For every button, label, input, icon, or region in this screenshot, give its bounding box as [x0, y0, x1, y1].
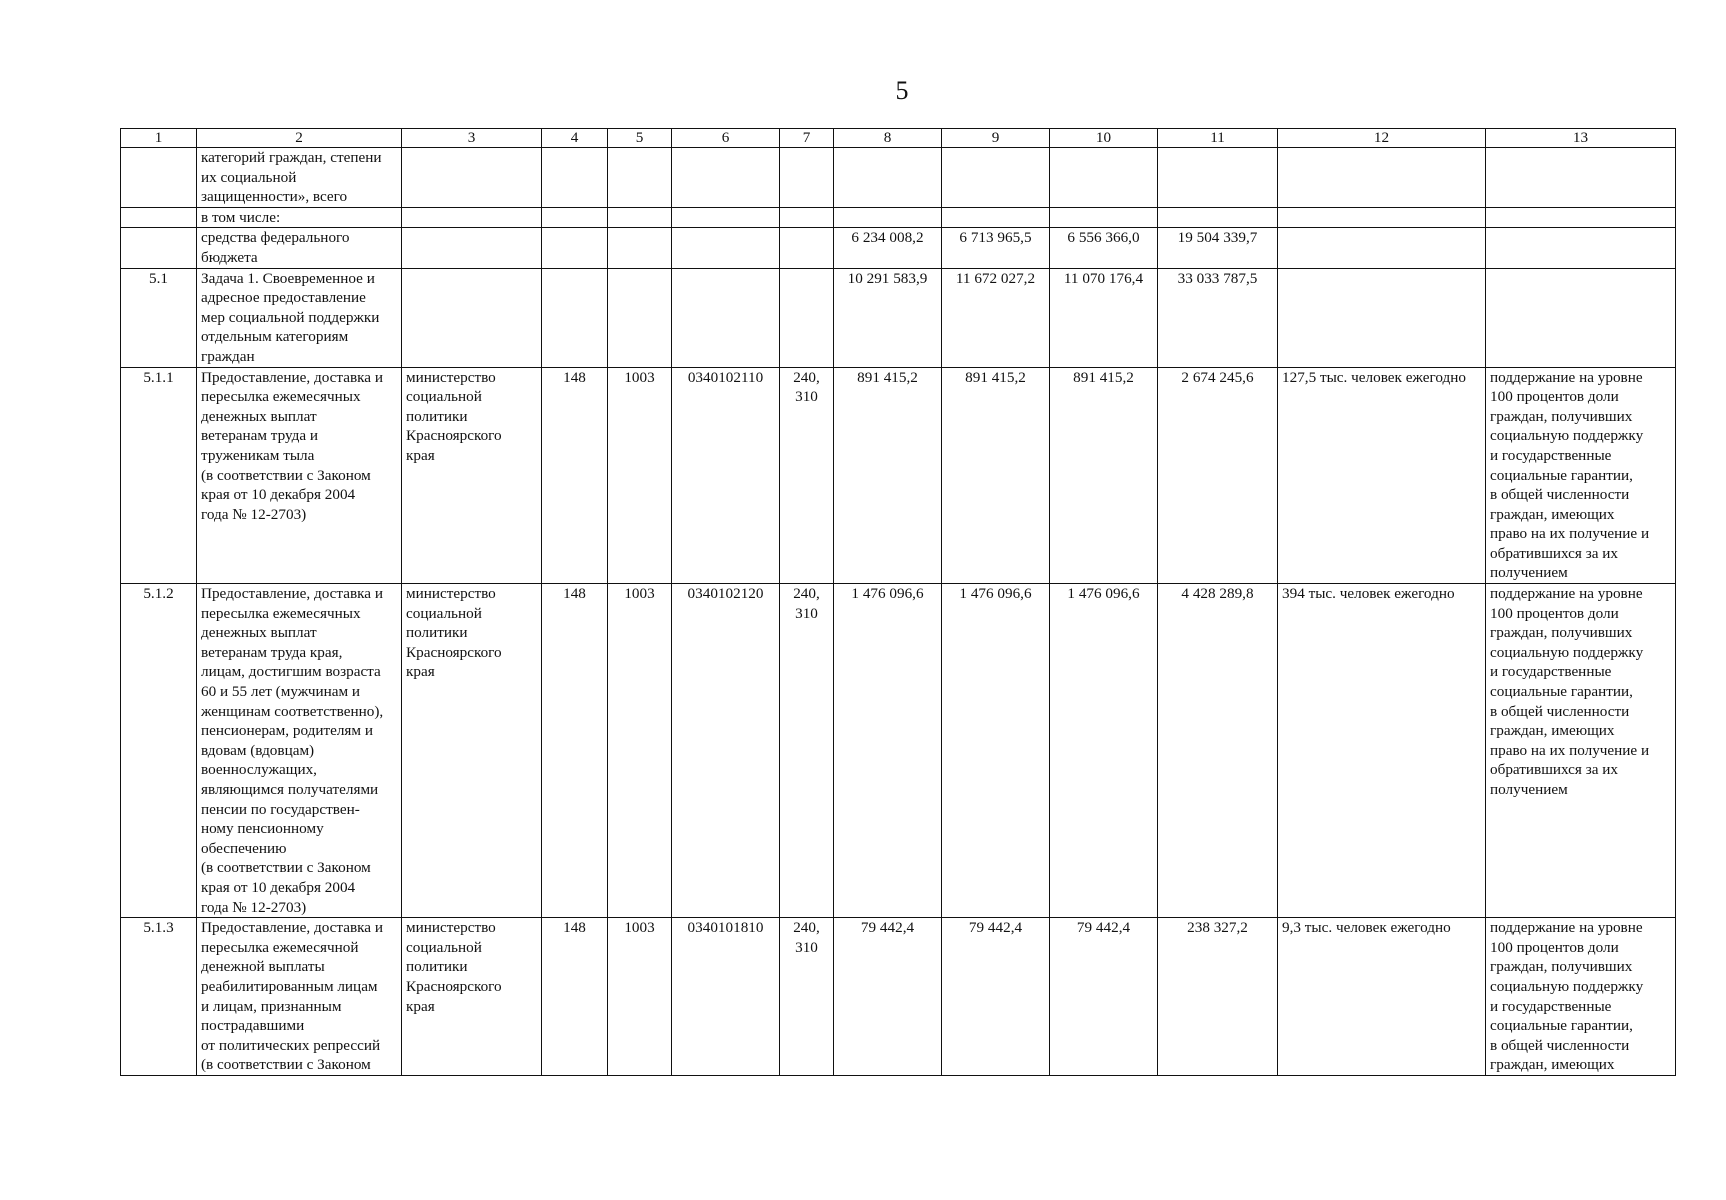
- amount-year3-cell: 11 070 176,4: [1050, 268, 1158, 367]
- amount-year1-cell: 79 442,4: [834, 918, 942, 1076]
- amount-year1-cell: 10 291 583,9: [834, 268, 942, 367]
- amount-year2-cell: 11 672 027,2: [942, 268, 1050, 367]
- amount-year1-cell: 6 234 008,2: [834, 228, 942, 268]
- column-number: 13: [1486, 129, 1676, 148]
- item-name-cell: категорий граждан, степени их социальной защищенности», всего: [197, 148, 402, 208]
- amount-year2-cell: [942, 207, 1050, 228]
- section-code-cell: [608, 207, 672, 228]
- expense-type-code-cell: [780, 148, 834, 208]
- column-number: 4: [542, 129, 608, 148]
- target-article-code-cell: [672, 148, 780, 208]
- amount-year3-cell: 1 476 096,6: [1050, 584, 1158, 918]
- target-article-code-cell: [672, 228, 780, 268]
- amount-total-cell: [1158, 148, 1278, 208]
- amount-total-cell: [1158, 207, 1278, 228]
- table-row: [121, 584, 1676, 918]
- amount-year3-cell: 79 442,4: [1050, 918, 1158, 1076]
- responsible-cell: [402, 268, 542, 367]
- amount-year2-cell: 891 415,2: [942, 367, 1050, 584]
- expected-result-cell: [1278, 148, 1486, 208]
- item-name-cell: Предоставление, доставка и пересылка ежемесячной денежной выплаты реабилитированным лицам и лицам, признанным пострадавшими от политических репрессий (в соответствии с Законом: [197, 918, 402, 1076]
- amount-year3-cell: [1050, 148, 1158, 208]
- target-indicator-cell: поддержание на уровне 100 процентов доли граждан, получивших социальную поддержку и государственные социальные гарантии, в общей численности граждан, имеющих право на их получение и обратившихся за их получением: [1486, 367, 1676, 584]
- responsible-cell: [402, 228, 542, 268]
- amount-year1-cell: 1 476 096,6: [834, 584, 942, 918]
- section-code-cell: 1003: [608, 584, 672, 918]
- expected-result-cell: 9,3 тыс. человек ежегодно: [1278, 918, 1486, 1076]
- grbs-code-cell: 148: [542, 918, 608, 1076]
- grbs-code-cell: 148: [542, 367, 608, 584]
- item-number-cell: 5.1: [121, 268, 197, 367]
- amount-total-cell: 19 504 339,7: [1158, 228, 1278, 268]
- expected-result-cell: [1278, 207, 1486, 228]
- expected-result-cell: 127,5 тыс. человек ежегодно: [1278, 367, 1486, 584]
- expense-type-code-cell: [780, 228, 834, 268]
- amount-year3-cell: 891 415,2: [1050, 367, 1158, 584]
- amount-total-cell: 238 327,2: [1158, 918, 1278, 1076]
- section-code-cell: [608, 228, 672, 268]
- amount-year2-cell: 79 442,4: [942, 918, 1050, 1076]
- amount-year2-cell: [942, 148, 1050, 208]
- expense-type-code-cell: 240, 310: [780, 367, 834, 584]
- item-number-cell: [121, 148, 197, 208]
- column-number: 2: [197, 129, 402, 148]
- program-table: [120, 128, 1676, 1076]
- table-row: [121, 228, 1676, 268]
- table-row: [121, 148, 1676, 208]
- target-indicator-cell: [1486, 207, 1676, 228]
- grbs-code-cell: [542, 207, 608, 228]
- target-article-code-cell: 0340102120: [672, 584, 780, 918]
- target-indicator-cell: поддержание на уровне 100 процентов доли граждан, получивших социальную поддержку и государственные социальные гарантии, в общей численности граждан, имеющих право на их получение и обратившихся за их получением: [1486, 584, 1676, 918]
- target-indicator-cell: [1486, 228, 1676, 268]
- amount-year3-cell: [1050, 207, 1158, 228]
- table-row: [121, 918, 1676, 1076]
- column-number-row: [121, 129, 1676, 148]
- target-article-code-cell: [672, 268, 780, 367]
- item-number-cell: 5.1.1: [121, 367, 197, 584]
- column-number: 11: [1158, 129, 1278, 148]
- expense-type-code-cell: [780, 207, 834, 228]
- responsible-cell: [402, 207, 542, 228]
- grbs-code-cell: [542, 148, 608, 208]
- amount-total-cell: 33 033 787,5: [1158, 268, 1278, 367]
- section-code-cell: [608, 148, 672, 208]
- responsible-cell: министерство социальной политики Красноярского края: [402, 367, 542, 584]
- column-number: 7: [780, 129, 834, 148]
- page-number: 5: [895, 76, 909, 105]
- responsible-cell: министерство социальной политики Красноярского края: [402, 584, 542, 918]
- expected-result-cell: [1278, 228, 1486, 268]
- amount-year2-cell: 6 713 965,5: [942, 228, 1050, 268]
- grbs-code-cell: 148: [542, 584, 608, 918]
- grbs-code-cell: [542, 268, 608, 367]
- target-indicator-cell: поддержание на уровне 100 процентов доли граждан, получивших социальную поддержку и государственные социальные гарантии, в общей численности граждан, имеющих: [1486, 918, 1676, 1076]
- target-indicator-cell: [1486, 268, 1676, 367]
- amount-total-cell: 2 674 245,6: [1158, 367, 1278, 584]
- expense-type-code-cell: [780, 268, 834, 367]
- amount-year1-cell: [834, 207, 942, 228]
- table-row: [121, 207, 1676, 228]
- target-article-code-cell: 0340102110: [672, 367, 780, 584]
- item-number-cell: [121, 228, 197, 268]
- responsible-cell: [402, 148, 542, 208]
- expected-result-cell: [1278, 268, 1486, 367]
- item-number-cell: 5.1.2: [121, 584, 197, 918]
- expense-type-code-cell: 240, 310: [780, 584, 834, 918]
- column-number: 3: [402, 129, 542, 148]
- section-code-cell: 1003: [608, 367, 672, 584]
- item-name-cell: в том числе:: [197, 207, 402, 228]
- column-number: 1: [121, 129, 197, 148]
- target-indicator-cell: [1486, 148, 1676, 208]
- item-number-cell: 5.1.3: [121, 918, 197, 1076]
- amount-year1-cell: 891 415,2: [834, 367, 942, 584]
- column-number: 6: [672, 129, 780, 148]
- section-code-cell: 1003: [608, 918, 672, 1076]
- expected-result-cell: 394 тыс. человек ежегодно: [1278, 584, 1486, 918]
- item-name-cell: средства федерального бюджета: [197, 228, 402, 268]
- target-article-code-cell: [672, 207, 780, 228]
- item-name-cell: Предоставление, доставка и пересылка ежемесячных денежных выплат ветеранам труда и труженикам тыла (в соответствии с Законом края от 10 декабря 2004 года № 12-2703): [197, 367, 402, 584]
- amount-year2-cell: 1 476 096,6: [942, 584, 1050, 918]
- amount-year3-cell: 6 556 366,0: [1050, 228, 1158, 268]
- target-article-code-cell: 0340101810: [672, 918, 780, 1076]
- amount-year1-cell: [834, 148, 942, 208]
- column-number: 12: [1278, 129, 1486, 148]
- table-row: [121, 367, 1676, 584]
- expense-type-code-cell: 240, 310: [780, 918, 834, 1076]
- item-number-cell: [121, 207, 197, 228]
- grbs-code-cell: [542, 228, 608, 268]
- column-number: 10: [1050, 129, 1158, 148]
- item-name-cell: Предоставление, доставка и пересылка ежемесячных денежных выплат ветеранам труда края, лицам, достигшим возраста 60 и 55 лет (мужчинам и женщинам соответственно), пенсионерам, родителям и вдовам (вдовцам) военнослужащих, являющимся получателями пенсии по государствен- ному пенсионному обеспечению (в соответствии с Законом края от 10 декабря 2004 года № 12-2703): [197, 584, 402, 918]
- item-name-cell: Задача 1. Своевременное и адресное предоставление мер социальной поддержки отдельным категориям граждан: [197, 268, 402, 367]
- section-code-cell: [608, 268, 672, 367]
- column-number: 9: [942, 129, 1050, 148]
- amount-total-cell: 4 428 289,8: [1158, 584, 1278, 918]
- responsible-cell: министерство социальной политики Красноярского края: [402, 918, 542, 1076]
- column-number: 5: [608, 129, 672, 148]
- table-row: [121, 268, 1676, 367]
- column-number: 8: [834, 129, 942, 148]
